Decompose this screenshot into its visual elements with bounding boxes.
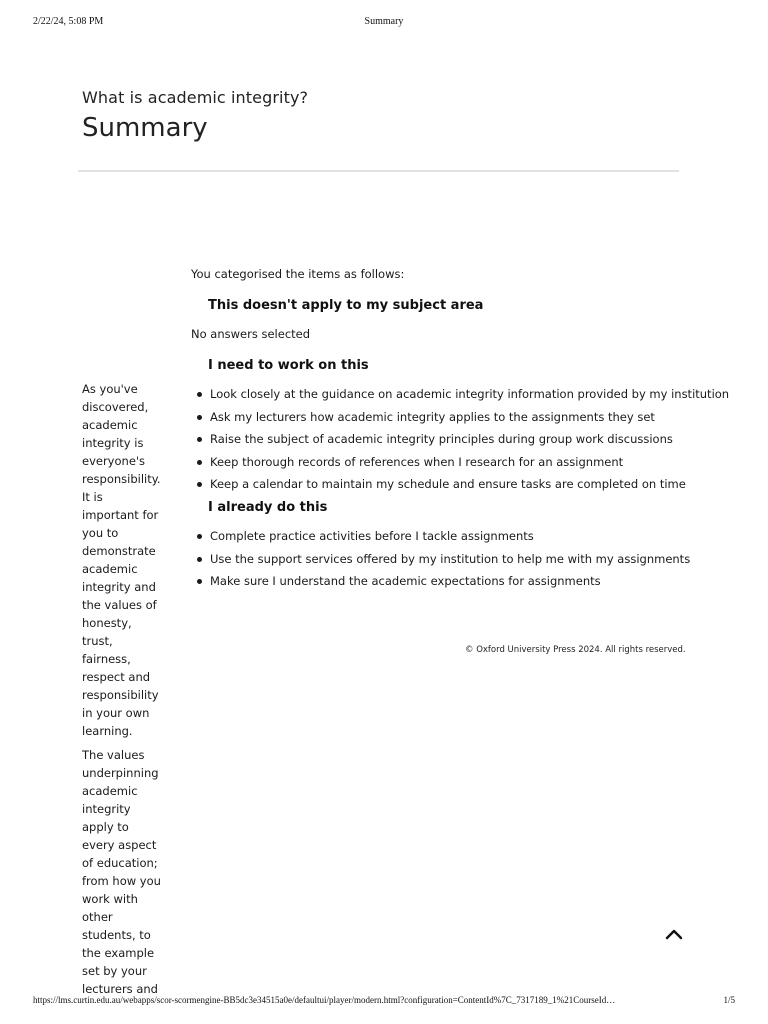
category-heading-need-to-work: I need to work on this xyxy=(208,358,369,373)
sidebar-paragraph-1: As you've discovered, academic integrity is everyone's responsibility. It is important for you to demonstrate academic integrity and the values of honesty, trust, fairness, respect and responsibility in your own learning. xyxy=(82,382,161,738)
summary-intro: You categorised the items as follows: xyxy=(191,267,405,281)
list-item: Make sure I understand the academic expectations for assignments xyxy=(191,572,701,590)
page-number: 1/5 xyxy=(723,995,735,1005)
page-subtitle: What is academic integrity? xyxy=(82,88,309,107)
category-heading-already-do: I already do this xyxy=(208,500,328,515)
list-item: Ask my lecturers how academic integrity applies to the assignments they set xyxy=(191,408,701,426)
print-header xyxy=(33,16,735,30)
no-answers-text: No answers selected xyxy=(191,327,311,341)
list-need-to-work xyxy=(191,385,730,493)
list-item: Look closely at the guidance on academic integrity information provided by my institution xyxy=(191,385,701,403)
chevron-up-icon xyxy=(662,924,686,944)
sidebar-text xyxy=(82,380,162,1004)
copyright-notice: © Oxford University Press 2024. All rights reserved. xyxy=(465,645,686,655)
print-footer xyxy=(33,995,735,1009)
list-already-do xyxy=(191,527,701,590)
summary-content xyxy=(191,265,730,595)
list-item: Use the support services offered by my institution to help me with my assignments xyxy=(191,550,701,568)
list-item: Keep thorough records of references when I research for an assignment xyxy=(191,453,701,471)
print-page-title: Summary xyxy=(364,16,404,27)
list-item: Raise the subject of academic integrity principles during group work discussions xyxy=(191,430,701,448)
list-item: Keep a calendar to maintain my schedule and ensure tasks are completed on time xyxy=(191,475,701,493)
scroll-to-top-button[interactable] xyxy=(662,924,686,944)
header-divider xyxy=(78,170,679,172)
sidebar-paragraph-2: The values underpinning academic integrity apply to every aspect of education; from how you work with other students, to the example set by your lecturers and xyxy=(82,748,161,996)
category-heading-not-applicable: This doesn't apply to my subject area xyxy=(208,298,484,313)
list-item: Complete practice activities before I tackle assignments xyxy=(191,527,701,545)
print-url: https://lms.curtin.edu.au/webapps/scor-scormengine-BB5dc3e34515a0e/defaultui/player/modern.html?configuration=ContentId%7C_7317189_1%21CourseId… xyxy=(33,995,616,1005)
print-datetime: 2/22/24, 5:08 PM xyxy=(33,16,104,27)
page-title: Summary xyxy=(82,113,208,143)
